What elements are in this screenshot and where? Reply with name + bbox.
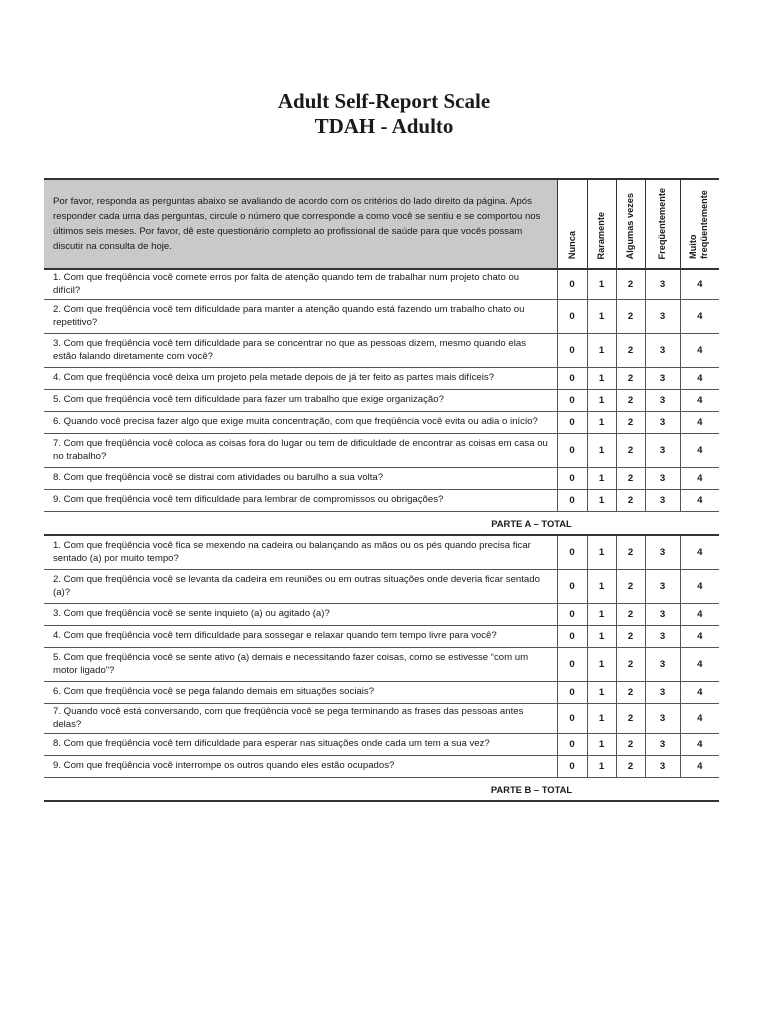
- score-option[interactable]: 0: [557, 756, 587, 778]
- score-option[interactable]: 1: [587, 368, 616, 390]
- score-option[interactable]: 1: [587, 468, 616, 490]
- score-option[interactable]: 3: [645, 269, 680, 300]
- score-option[interactable]: 2: [616, 704, 645, 734]
- score-option[interactable]: 0: [557, 704, 587, 734]
- question-text: 2. Com que freqüência você tem dificuldade para manter a atenção quando está fazendo um trabalho chato ou repetitivo?: [44, 300, 557, 334]
- part-a-section: [44, 269, 719, 512]
- score-option[interactable]: 0: [557, 535, 587, 570]
- question-text: 7. Com que freqüência você coloca as coisas fora do lugar ou tem de dificuldade de encontrar as coisas em casa ou no trabalho?: [44, 434, 557, 468]
- score-option[interactable]: 1: [587, 756, 616, 778]
- score-option[interactable]: 0: [557, 626, 587, 648]
- question-row: [44, 300, 719, 334]
- question-text: 9. Com que freqüência você interrompe os outros quando eles estão ocupados?: [44, 756, 557, 778]
- score-option[interactable]: 2: [616, 434, 645, 468]
- title-line-1: Adult Self-Report Scale: [277, 89, 491, 113]
- score-option[interactable]: 4: [680, 300, 719, 334]
- score-option[interactable]: 4: [680, 734, 719, 756]
- question-row: [44, 682, 719, 704]
- score-option[interactable]: 2: [616, 682, 645, 704]
- score-option[interactable]: 2: [616, 490, 645, 512]
- score-option[interactable]: 3: [645, 334, 680, 368]
- question-row: [44, 604, 719, 626]
- score-option[interactable]: 4: [680, 704, 719, 734]
- score-option[interactable]: 0: [557, 368, 587, 390]
- question-row: [44, 704, 719, 734]
- score-option[interactable]: 0: [557, 648, 587, 682]
- question-row: [44, 626, 719, 648]
- score-option[interactable]: 2: [616, 334, 645, 368]
- question-row: [44, 756, 719, 778]
- score-option[interactable]: 2: [616, 734, 645, 756]
- score-option[interactable]: 4: [680, 334, 719, 368]
- score-option[interactable]: 0: [557, 604, 587, 626]
- question-text: 5. Com que freqüência você tem dificuldade para fazer um trabalho que exige organização?: [44, 390, 557, 412]
- score-option[interactable]: 1: [587, 412, 616, 434]
- score-option[interactable]: 3: [645, 412, 680, 434]
- question-text: 8. Com que freqüência você tem dificuldade para esperar nas situações onde cada um tem a sua vez?: [44, 734, 557, 756]
- score-option[interactable]: 2: [616, 468, 645, 490]
- score-option[interactable]: 0: [557, 390, 587, 412]
- score-option[interactable]: 1: [587, 704, 616, 734]
- score-option[interactable]: 2: [616, 535, 645, 570]
- score-option[interactable]: 4: [680, 756, 719, 778]
- score-option[interactable]: 4: [680, 269, 719, 300]
- score-option[interactable]: 0: [557, 570, 587, 604]
- score-option[interactable]: 2: [616, 570, 645, 604]
- score-option[interactable]: 4: [680, 412, 719, 434]
- score-option[interactable]: 3: [645, 682, 680, 704]
- question-row: [44, 412, 719, 434]
- question-text: 6. Com que freqüência você se pega falando demais em situações sociais?: [44, 682, 557, 704]
- score-option[interactable]: 0: [557, 334, 587, 368]
- score-option[interactable]: 4: [680, 390, 719, 412]
- part-a-total-label: PARTE A – TOTAL: [44, 512, 719, 536]
- question-text: 1. Com que freqüência você fica se mexendo na cadeira ou balançando as mãos ou os pés quando precisa ficar sentado (a) por muito tempo?: [44, 535, 557, 570]
- score-option[interactable]: 2: [616, 604, 645, 626]
- score-option[interactable]: 4: [680, 468, 719, 490]
- score-option[interactable]: 2: [616, 648, 645, 682]
- part-b-total-row: [44, 778, 719, 802]
- question-row: [44, 390, 719, 412]
- score-option[interactable]: 1: [587, 604, 616, 626]
- score-option[interactable]: 4: [680, 434, 719, 468]
- score-option[interactable]: 1: [587, 648, 616, 682]
- score-option[interactable]: 2: [616, 269, 645, 300]
- column-header-nunca: Nunca: [557, 179, 587, 269]
- score-option[interactable]: 1: [587, 490, 616, 512]
- score-option[interactable]: 1: [587, 626, 616, 648]
- score-option[interactable]: 0: [557, 434, 587, 468]
- score-option[interactable]: 1: [587, 390, 616, 412]
- score-option[interactable]: 2: [616, 412, 645, 434]
- question-text: 8. Com que freqüência você se distrai com atividades ou barulho a sua volta?: [44, 468, 557, 490]
- part-a-total-row: [44, 512, 719, 536]
- question-row: [44, 490, 719, 512]
- score-option[interactable]: 2: [616, 390, 645, 412]
- score-option[interactable]: 3: [645, 300, 680, 334]
- score-option[interactable]: 3: [645, 604, 680, 626]
- question-text: 3. Com que freqüência você se sente inquieto (a) ou agitado (a)?: [44, 604, 557, 626]
- score-option[interactable]: 0: [557, 734, 587, 756]
- question-text: 4. Com que freqüência você deixa um projeto pela metade depois de já ter feito as partes mais difíceis?: [44, 368, 557, 390]
- score-option[interactable]: 3: [645, 390, 680, 412]
- part-b-section: [44, 535, 719, 778]
- score-option[interactable]: 1: [587, 734, 616, 756]
- question-row: [44, 368, 719, 390]
- question-text: 2. Com que freqüência você se levanta da cadeira em reuniões ou em outras situações onde deveria ficar sentado (a)?: [44, 570, 557, 604]
- question-row: [44, 468, 719, 490]
- question-text: 4. Com que freqüência você tem dificuldade para sossegar e relaxar quando tem tempo livre para você?: [44, 626, 557, 648]
- score-option[interactable]: 4: [680, 490, 719, 512]
- score-option[interactable]: 3: [645, 434, 680, 468]
- score-option[interactable]: 3: [645, 648, 680, 682]
- score-option[interactable]: 2: [616, 368, 645, 390]
- score-option[interactable]: 2: [616, 300, 645, 334]
- score-option[interactable]: 1: [587, 300, 616, 334]
- score-option[interactable]: 3: [645, 490, 680, 512]
- score-option[interactable]: 2: [616, 626, 645, 648]
- question-text: 5. Com que freqüência você se sente ativo (a) demais e necessitando fazer coisas, como se estivesse “com um motor ligado”?: [44, 648, 557, 682]
- score-option[interactable]: 2: [616, 756, 645, 778]
- score-option[interactable]: 3: [645, 468, 680, 490]
- score-option[interactable]: 4: [680, 535, 719, 570]
- score-option[interactable]: 3: [645, 626, 680, 648]
- instructions-text: Por favor, responda as perguntas abaixo se avaliando de acordo com os critérios do lado direito da página. Após responder cada uma das perguntas, circule o número que corresponde a como você se sentiu e se comportou nos últimos seis meses. Por favor, dê este questionário completo ao profissional de saúde para que vocês possam discutir na consulta de hoje.: [44, 179, 557, 269]
- score-option[interactable]: 3: [645, 368, 680, 390]
- score-option[interactable]: 4: [680, 604, 719, 626]
- score-option[interactable]: 4: [680, 368, 719, 390]
- question-text: 7. Quando você está conversando, com que freqüência você se pega terminando as frases das pessoas antes delas?: [44, 704, 557, 734]
- score-option[interactable]: 1: [587, 570, 616, 604]
- question-row: [44, 535, 719, 570]
- score-option[interactable]: 4: [680, 626, 719, 648]
- score-option[interactable]: 3: [645, 704, 680, 734]
- score-option[interactable]: 4: [680, 570, 719, 604]
- question-row: [44, 570, 719, 604]
- score-option[interactable]: 0: [557, 300, 587, 334]
- column-header-raramente: Raramente: [587, 179, 616, 269]
- score-option[interactable]: 1: [587, 269, 616, 300]
- score-option[interactable]: 0: [557, 412, 587, 434]
- score-option[interactable]: 4: [680, 682, 719, 704]
- score-option[interactable]: 0: [557, 269, 587, 300]
- question-row: [44, 648, 719, 682]
- column-header-algumas-vezes: Algumas vezes: [616, 179, 645, 269]
- score-option[interactable]: 3: [645, 756, 680, 778]
- column-header-frequentemente: Freqüentemente: [645, 179, 680, 269]
- question-row: [44, 269, 719, 300]
- score-option[interactable]: 1: [587, 535, 616, 570]
- part-b-total-label: PARTE B – TOTAL: [44, 778, 719, 802]
- score-option[interactable]: 4: [680, 648, 719, 682]
- score-option[interactable]: 1: [587, 434, 616, 468]
- column-header-muito-frequentemente: Muito freqüentemente: [680, 179, 719, 269]
- question-text: 6. Quando você precisa fazer algo que exige muita concentração, com que freqüência você evita ou adia o início?: [44, 412, 557, 434]
- score-option[interactable]: 0: [557, 468, 587, 490]
- score-option[interactable]: 3: [645, 570, 680, 604]
- question-row: [44, 434, 719, 468]
- score-option[interactable]: 3: [645, 734, 680, 756]
- question-row: [44, 334, 719, 368]
- title-line-2: TDAH - Adulto: [314, 114, 454, 138]
- score-option[interactable]: 3: [645, 535, 680, 570]
- score-option[interactable]: 0: [557, 490, 587, 512]
- score-option[interactable]: 1: [587, 334, 616, 368]
- question-text: 1. Com que freqüência você comete erros por falta de atenção quando tem de trabalhar num projeto chato ou difícil?: [44, 269, 557, 300]
- questionnaire-table: [44, 178, 719, 802]
- question-text: 9. Com que freqüência você tem dificuldade para lembrar de compromissos ou obrigações?: [44, 490, 557, 512]
- score-option[interactable]: 1: [587, 682, 616, 704]
- score-option[interactable]: 0: [557, 682, 587, 704]
- question-row: [44, 734, 719, 756]
- question-text: 3. Com que freqüência você tem dificuldade para se concentrar no que as pessoas dizem, mesmo quando elas estão falando diretamente com você?: [44, 334, 557, 368]
